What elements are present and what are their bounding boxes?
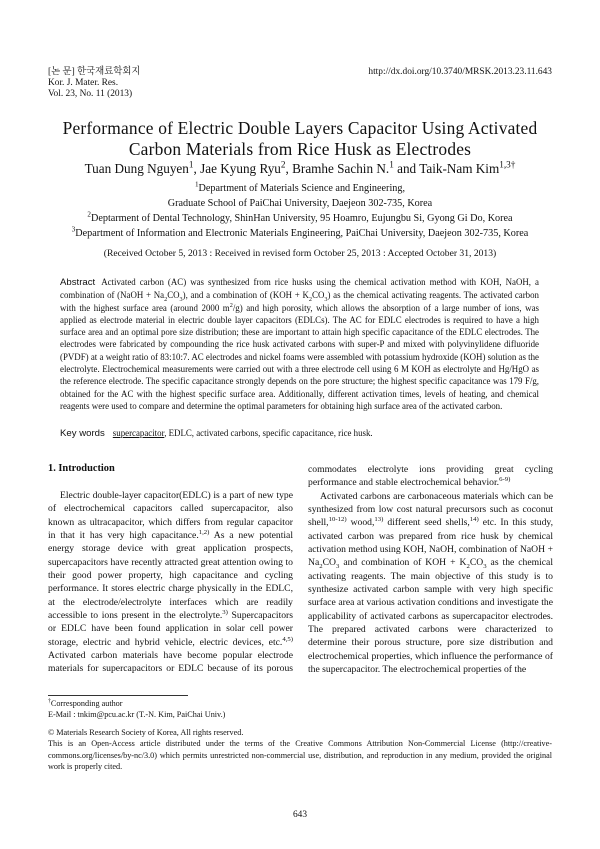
license-text: This is an Open-Access article distributed under the terms of the Creative Commons Attribution Non-Commercial License (http://creative-commons.org/licenses/by-nc/3.0) which permits unrestricted non-commercial use, distribution, and reproduction in any medium, provided the original work is properly cited.: [48, 739, 552, 772]
title-line-2: Carbon Materials from Rice Husk as Electrodes: [128, 139, 472, 159]
citation: 13): [374, 516, 384, 524]
abstract-text: CO: [167, 290, 180, 301]
affiliations: [0, 181, 600, 241]
dagger-mark: †: [48, 698, 51, 705]
author-affil-mark: 1: [188, 159, 194, 170]
subscript: 2: [308, 296, 313, 304]
affiliation-1-cont: Graduate School of PaiChai University, Daejeon 302-735, Korea: [167, 198, 433, 209]
abstract-text: CO: [312, 290, 325, 301]
body-text: Activated carbon materials have become popular electrode materials for supercapacitors or EDLC because of its porous: [48, 650, 293, 675]
keywords-label: Key words: [60, 428, 105, 439]
citation: 3): [222, 608, 228, 616]
affiliation-text: Department of Information and Electronic Materials Engineering, PaiChai University, Daejeon 302-735, Korea: [75, 228, 529, 239]
author-separator: ,: [285, 161, 293, 176]
received-dates: (Received October 5, 2013 : Received in revised form October 25, 2013 : Accepted October 31, 2013): [103, 248, 497, 259]
subscript: 3: [483, 563, 487, 571]
affiliation-1: [0, 181, 600, 196]
journal-volume: Vol. 23, No. 11 (2013): [48, 89, 133, 99]
keywords: [60, 428, 539, 439]
body-text: As a new potential energy storage device with great application prospects, supercapacitors have recently attracted great attention owing to their good power property, high capacitance and cycling performance. It stores electric charge physically in the EDLC, at the electrode/electrolyte interfaces which are readily accessible to ions present in the electrolyte.: [48, 530, 293, 622]
abstract-text: ) as the chemical activating reagents. The activated carbon with the highest surface area (around 2000 m: [60, 290, 539, 313]
author-list: [0, 161, 600, 177]
subscript: 3: [335, 563, 340, 571]
body-text: Activated carbons are carbonaceous materials which can be synthesized from low cost natural precursors such as coconut shell,: [308, 490, 553, 529]
subscript: 3: [324, 296, 328, 304]
citation: 14): [469, 516, 479, 524]
footnote: [48, 698, 225, 721]
subscript: 2: [319, 563, 323, 571]
author-affil-mark: 1,3†: [499, 159, 516, 170]
footnote-text: Corresponding author: [50, 699, 123, 708]
paragraph: [48, 489, 293, 675]
affiliation-3: [0, 226, 600, 241]
keywords-text: , EDLC, activated carbons, specific capacitance, rice husk.: [164, 428, 373, 438]
subscript: 2: [466, 563, 470, 571]
paragraph-continued: [308, 463, 553, 490]
affiliation-text: Deptarment of Dental Technology, ShinHan University, 95 Hoamro, Eujungbu Si, Gyong Gi Do, Korea: [90, 213, 513, 224]
affiliation-mark: 2: [87, 210, 91, 219]
paper-title: [0, 118, 600, 160]
author-separator: ,: [193, 161, 201, 176]
journal-header: [48, 67, 140, 100]
page-number: 643: [292, 810, 308, 820]
author-name: Tuan Dung Nguyen: [84, 161, 189, 176]
author-affil-mark: 2: [280, 159, 286, 170]
body-text: different seed shells,: [383, 517, 470, 529]
author-name: Taik-Nam Kim: [419, 161, 500, 176]
left-column: [48, 489, 293, 675]
body-text: CO: [469, 557, 484, 569]
abstract-text: /g) and high porosity, which allows the absorption of a large number of ions, was applied as electrode material in electric double layer capacitors (EDLCs). The AC for EDLC electrodes is required to have a high surface area and an optimal pore size distribution; these are important to attain high specific capacitance of the EDLC electrodes. The electrodes were fabricated by compounding the rice husk activated carbons with super-P and mixed with polyvinylidene difluoride (PVDF) at a weight ratio of 83:10:7. AC electrodes and nickel foams were assembled with potassium hydroxide (KOH) solution as the electrolyte. Electrochemical measurements were carried out with a three electrode cell using 6 M KOH as electrolyte and Hg/HgO as the reference electrode. The specific capacitance strongly depends on the pore structure; the highest specific capacitance was 179 F/g, obtained for the AC with the highest specific surface area. Additionally, different activation times, levels of heating, and chemical reagents were used to compare and determine the optimal parameters for obtaining high surface area of the activated carbon.: [60, 302, 539, 411]
journal-korean-name: [논 문] 한국재료학회지: [48, 67, 141, 77]
keyword-link[interactable]: supercapacitor: [112, 428, 165, 438]
title-line-1: Performance of Electric Double Layers Capacitor Using Activated: [62, 118, 538, 138]
affiliation-2: [0, 211, 600, 226]
author-separator: and: [393, 161, 420, 176]
right-column: [308, 463, 553, 676]
body-text: wood,: [346, 517, 375, 529]
subscript: 3: [179, 296, 183, 304]
doi-link[interactable]: http://dx.doi.org/10.3740/MRSK.2013.23.11.643: [368, 67, 552, 77]
paragraph: [308, 490, 553, 676]
journal-abbrev: Kor. J. Mater. Res.: [48, 78, 119, 88]
body-text: commodates electrolyte ions providing great cycling performance and stable electrochemical behavior.: [308, 464, 553, 489]
footnote-divider: [48, 695, 188, 696]
abstract-label: Abstract: [60, 277, 96, 288]
affiliation-mark: 1: [194, 180, 199, 189]
copyright-line: © Materials Research Society of Korea, All rights reserved.: [48, 728, 244, 737]
author-affil-mark: 1: [389, 159, 394, 170]
body-text: Electric double-layer capacitor(EDLC) is a part of new type of electrochemical capacitors called supercapacitor, also known as ultracapacitor, which differs from regular capacitor in that it has very high capacitance.: [48, 490, 293, 542]
section-heading: 1. Introduction: [48, 463, 115, 474]
affiliation-mark: 3: [71, 225, 76, 234]
citation: 10-12): [328, 516, 347, 524]
abstract-text: Activated carbon (AC) was synthesized from rice husks using the chemical activation method with KOH, NaOH, a combination of (NaOH + Na: [60, 277, 539, 301]
copyright-block: [48, 727, 552, 773]
citation: 6-9): [499, 476, 511, 484]
body-text: and combination of KOH + K: [339, 557, 467, 569]
body-text: as the chemical activating reagents. The main objective of this study is to synthesize activated carbon sample with very high specific surface area at various activation conditions and investigate the applicability of activated carbons as supercapacitor electrodes. The prepared activated carbons were characterized to determine their porous structure, pore size distribution and electrochemical properties, which influence the performance of the supercapacitor. The electrochemical properties of the: [308, 557, 553, 676]
subscript: 2: [164, 296, 168, 304]
author-name: Bramhe Sachin N.: [292, 161, 390, 176]
citation: 4,5): [282, 635, 293, 643]
author-email: E-Mail : tnkim@pcu.ac.kr (T.-N. Kim, PaiChai Univ.): [48, 710, 226, 720]
author-name: Jae Kyung Ryu: [200, 161, 281, 176]
affiliation-text: Department of Materials Science and Engineering,: [198, 183, 406, 194]
superscript: 2: [229, 301, 233, 309]
body-text: Supercapacitors or EDLC have been found application in solar cell power storage, electric and hybrid vehicle, electric devices, etc.: [48, 610, 293, 648]
corresponding-author: [48, 698, 225, 709]
body-text: CO: [322, 557, 336, 569]
abstract-text: ), and a combination of (KOH + K: [182, 290, 309, 301]
citation: 1,2): [198, 528, 210, 536]
abstract: [60, 276, 539, 412]
body-text: etc. In this study, activated carbon was prepared from rice husk by chemical activation method using KOH, NaOH, combination of NaOH + Na: [308, 517, 553, 569]
